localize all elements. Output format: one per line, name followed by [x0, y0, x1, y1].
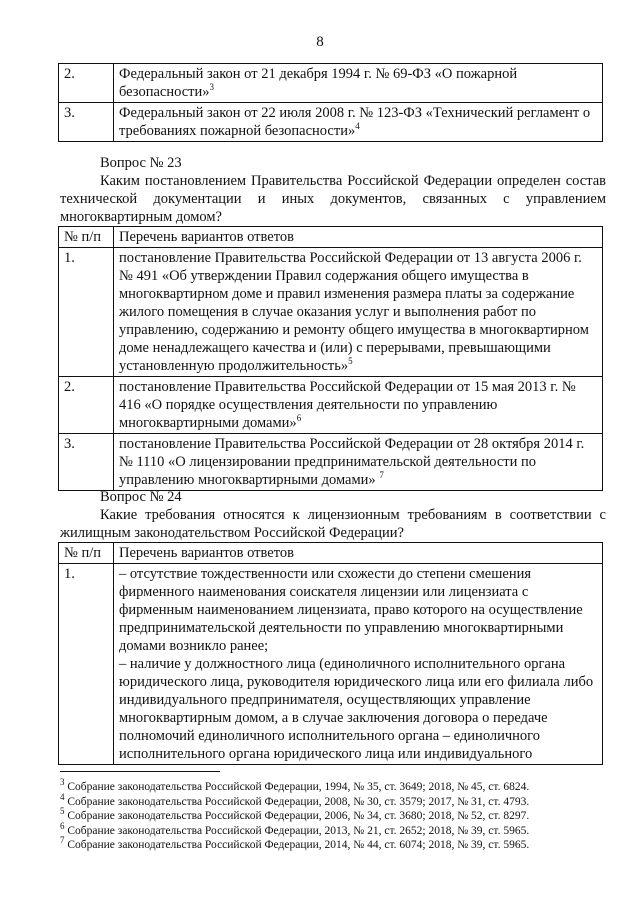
page-number: 8	[316, 34, 324, 50]
header-number: № п/п	[59, 543, 114, 564]
footnote: $^7$ Собрание законодательства Российской Федерации, 2014, № 44, ст. 6074; 2018, № 39, ст. 5965.	[60, 835, 530, 851]
row-text: постановление Правительства Российской Федерации от 28 октября 2014 г. № 1110 «О лицензировании предпринимательской деятельности по управлению многоквартирными домами» $^7$	[114, 434, 603, 491]
table-header-row	[59, 227, 603, 248]
header-number: № п/п	[59, 227, 114, 248]
question-24-table	[58, 542, 603, 765]
table-row	[59, 564, 603, 765]
row-text: постановление Правительства Российской Федерации от 13 августа 2006 г. № 491 «Об утверждении Правил содержания общего имущества в многоквартирном доме и правил изменения размера платы за содержание жилого помещения в случае оказания услуг и выполнения работ по управлению, содержанию и ремонту общего имущества в многоквартирном доме ненадлежащего качества и (или) с перерывами, превышающими установленную продолжительность»$^5$	[114, 248, 603, 377]
answer-part-a: – отсутствие тождественности или схожести до степени смешения фирменного наименования соискателя лицензии или лицензиата с фирменным наименованием лицензиата, право которого на осуществление предпринимательской деятельности по управлению многоквартирными домами возникло ранее;	[119, 566, 583, 654]
header-text: Перечень вариантов ответов	[114, 227, 603, 248]
footnote: $^4$ Собрание законодательства Российской Федерации, 2008, № 30, ст. 3579; 2017, № 31, ст. 4793.	[60, 791, 530, 808]
footnote: $^6$ Собрание законодательства Российской Федерации, 2013, № 21, ст. 2652; 2018, № 39, ст. 5965.	[60, 820, 530, 837]
row-text: постановление Правительства Российской Федерации от 15 мая 2013 г. № 416 «О порядке осуществления деятельности по управлению многоквартирными домами»$^6$	[114, 377, 603, 434]
footnote: $^3$ Собрание законодательства Российской Федерации, 1994, № 35, ст. 3649; 2018, № 45, ст. 6824.	[60, 777, 530, 793]
footnote-ref: 3	[209, 82, 214, 93]
table-row	[59, 434, 603, 491]
row-number: 3.	[59, 103, 114, 142]
footnote-ref: 7	[379, 470, 384, 481]
row-number: 1.	[59, 248, 114, 377]
question-24-text: Какие требования относятся к лицензионным требованиям в соответствии с жилищным законодательством Российской Федерации?	[60, 507, 606, 541]
footnote-ref: 6	[296, 413, 302, 424]
table-row	[59, 103, 603, 142]
footnote: $^5$ Собрание законодательства Российской Федерации, 2006, № 34, ст. 3680; 2018, № 52, ст. 8297.	[60, 806, 530, 822]
table-row	[59, 377, 603, 434]
top-answer-table	[58, 63, 603, 142]
row-number: 3.	[59, 434, 114, 491]
row-number: 2.	[59, 64, 114, 103]
header-text: Перечень вариантов ответов	[114, 543, 603, 564]
footnote-ref: 5	[348, 356, 353, 367]
table-header-row	[59, 543, 603, 564]
question-23-table	[58, 226, 603, 491]
question-23-text: Каким постановлением Правительства Российской Федерации определен состав технической документации и иных документов, связанных с управлением многоквартирным домом?	[60, 173, 606, 225]
row-text: Федеральный закон от 21 декабря 1994 г. № 69-ФЗ «О пожарной безопасности»$^3$	[114, 64, 603, 103]
footnote-divider	[60, 771, 220, 772]
row-text	[114, 564, 603, 765]
question-24-title: Вопрос № 24	[100, 489, 182, 505]
table-row	[59, 64, 603, 103]
row-text: Федеральный закон от 22 июля 2008 г. № 123-ФЗ «Технический регламент о требованиях пожарной безопасности»$^4$	[114, 103, 603, 142]
table-row	[59, 248, 603, 377]
footnotes	[60, 777, 600, 853]
row-number: 1.	[59, 564, 114, 765]
answer-part-b: – наличие у должностного лица (единоличного исполнительного органа юридического лица, руководителя юридического лица или его филиала либо индивидуального предпринимателя, осуществляющих управление многоквартирным домом, а в случае заключения договора о передаче полномочий единоличного исполнительного органа – единоличного исполнительного органа юридического лица или индивидуального	[119, 656, 594, 762]
row-number: 2.	[59, 377, 114, 434]
footnote-ref: 4	[355, 121, 360, 132]
question-23-title: Вопрос № 23	[100, 155, 182, 171]
